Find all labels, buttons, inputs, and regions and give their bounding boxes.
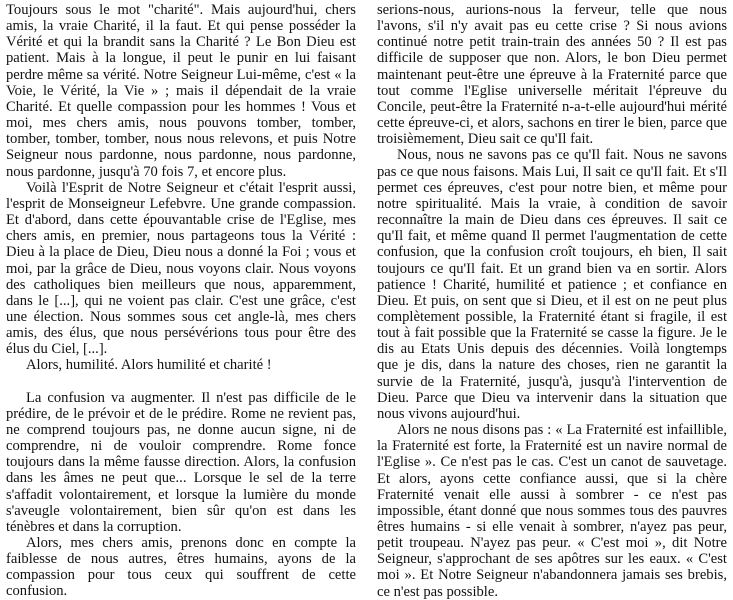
paragraph: serions-nous, aurions-nous la ferveur, telle que nous l'avons, s'il n'y avait pas eu cette crise ? Si nous avions continué notre petit train-train des années 50 ? Il est pas difficile de supposer que non. Alors, le bon Dieu permet maintenant peut-être une épreuve à la Fraternité parce que tout comme l'Eglise universelle méritait l'épreuve du Concile, peut-être la Fraternité n-a-t-elle aujourd'hui mérité cette épreuve-ci, et alors, sachons en tirer le bien, parce que troisièmement, Dieu sait ce qu'Il fait. xyxy=(377,2,727,148)
paragraph: Alors, humilité. Alors humilité et charité ! xyxy=(26,357,272,374)
left-column xyxy=(6,2,356,600)
paragraph: Toujours sous le mot "charité". Mais aujourd'hui, chers amis, la vraie Charité, il la faut. Et qui pense posséder la Vérité et qui la brandit sans la Charité ? Le Bon Dieu est patient. Mais à la longue, il peut le punir en lui faisant perdre même sa vérité. Notre Seigneur Lui-même, c'est « la Voie, le Vérité, la Vie » ; mais il dépendait de la vraie Charité. Et quelle compassion pour les hommes ! Vous et moi, mes chers amis, nous pouvons tomber, tomber, tomber, tomber, tomber, nous nous relevons, et puis Notre Seigneur nous pardonne, nous pardonne, nous pardonne, nous pardonne, jusqu'à 70 fois 7, et encore plus. xyxy=(6,2,356,180)
paragraph: Alors, mes chers amis, prenons donc en compte la faiblesse de nous autres, êtres humains, ayons de la compassion pour tous ceux qui souffrent de cette confusion. xyxy=(6,535,356,600)
paragraph: Alors ne nous disons pas : « La Fraternité est infaillible, la Fraternité est forte, la Fraternité est un navire normal de l'Eglise ». Ce n'est pas le cas. C'est un canot de sauvetage. Et alors, ayons cette confiance aussi, que si la chère Fraternité venait elle aussi à sombrer - ce n'est pas impossible, étant donné que nous sommes tous des pauvres êtres humains - si elle venait à sombrer, n'ayez pas peur, petit troupeau. N'ayez pas peur. « C'est moi », dit Notre Seigneur, s'approchant de ses apôtres sur les eaux. « C'est moi ». Et Notre Seigneur n'abandonnera jamais ses brebis, ce n'est pas possible. xyxy=(377,422,727,600)
right-column xyxy=(377,2,727,600)
paragraph: La confusion va augmenter. Il n'est pas difficile de le prédire, de le prévoir et de le prédire. Rome ne revient pas, ne comprend toujours pas, ne donne aucun signe, ni de comprendre, ni de vouloir comprendre. Rome fonce toujours dans la même fausse direction. Alors, la confusion dans les âmes ne peut que... Lorsque le sel de la terre s'affadit volontairement, et lorsque la lumière du monde s'aveugle volontairement, bien sûr qu'on est dans les ténèbres et dans la corruption. xyxy=(6,389,356,535)
paragraph: Voilà l'Esprit de Notre Seigneur et c'était l'esprit aussi, l'esprit de Monseigneur Lefebvre. Une grande compassion. Et d'abord, dans cette épouvantable crise de l'Eglise, mes chers amis, en premier, nous partageons tous la Vérité : Dieu à la place de Dieu, Dieu nous a donné la Foi ; vous et moi, par la grâce de Dieu, nous voyons clair. Nous voyons des catholiques bien meilleurs que nous, apparemment, dans le [...], qui ne voient pas clair. C'est une grâce, c'est une élection. Nous sommes sous cet angle-là, mes chers amis, des élus, que nous persévérions tous pour être des élus du Ciel, [...]. xyxy=(6,179,356,358)
paragraph: Nous, nous ne savons pas ce qu'Il fait. Nous ne savons pas ce que nous faisons. Mais Lui, Il sait ce qu'Il fait. Et s'Il permet ces épreuves, c'est pour notre bien, et même pour notre spiritualité. Mais la vraie, à condition de savoir reconnaître la main de Dieu dans ces épreuves. Il sait ce qu'Il fait, et même quand Il permet l'augmentation de cette confusion, que la confusion croît toujours, eh bien, Il sait toujours ce qu'Il fait. Et un grand bien va en sortir. Alors patience ! Charité, humilité et patience ; et confiance en Dieu. Et puis, on sent que si Dieu, et il est on ne peut plus complètement possible, la Fraternité étant si fragile, il est tout à fait possible que la Fraternité se casse la figure. Je le dis au Etats Unis depuis des décennies. Voilà longtemps que je dis, dans la nature des choses, rien ne garantit la survie de la Fraternité, jusqu'à, jusqu'à l'intervention de Dieu. Parce que Dieu va intervenir dans la situation que nous vivons aujourd'hui. xyxy=(377,147,727,422)
